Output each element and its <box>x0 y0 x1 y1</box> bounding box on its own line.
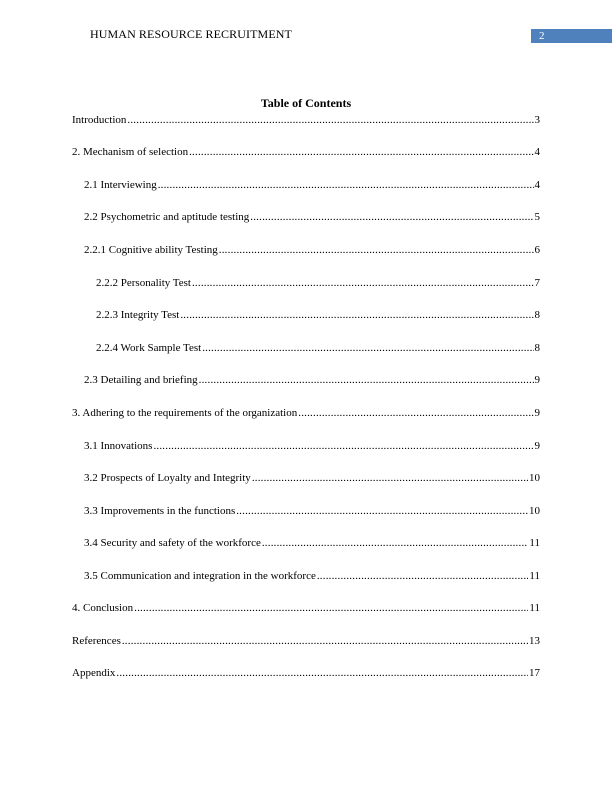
toc-entry-page: 7 <box>534 277 540 289</box>
toc-dot-leader <box>127 113 533 127</box>
toc-entry[interactable] <box>84 210 540 224</box>
toc-heading: Table of Contents <box>260 96 352 110</box>
toc-entry-page: 11 <box>529 570 540 582</box>
toc-entry-page: 11 <box>529 537 540 549</box>
toc-entry-label: 2.2 Psychometric and aptitude testing <box>84 211 250 223</box>
toc-entry-page: 17 <box>529 667 540 679</box>
toc-entry-page: 11 <box>529 602 540 614</box>
toc-entry[interactable] <box>72 601 540 615</box>
toc-dot-leader <box>298 406 533 420</box>
toc-entry-label: 2.2.2 Personality Test <box>96 277 191 289</box>
toc-entry-label: 4. Conclusion <box>72 602 134 614</box>
toc-entry-label: 3. Adhering to the requirements of the organization <box>72 407 298 419</box>
toc-entry-page: 8 <box>534 342 540 354</box>
toc-entry-page: 9 <box>534 440 540 452</box>
toc-entry-label: 3.1 Innovations <box>84 440 153 452</box>
toc-entry-label: 2.2.4 Work Sample Test <box>96 342 202 354</box>
toc-entry-label: 3.3 Improvements in the functions <box>84 505 236 517</box>
toc-dot-leader <box>317 569 529 583</box>
toc-dot-leader <box>236 504 528 518</box>
toc-dot-leader <box>199 373 534 387</box>
toc-entry-page: 10 <box>529 505 540 517</box>
toc-entry-label: 3.5 Communication and integration in the workforce <box>84 570 316 582</box>
toc-dot-leader <box>219 243 534 257</box>
toc-entry-page: 8 <box>534 309 540 321</box>
toc-entry[interactable] <box>84 471 540 485</box>
toc-entry-label: 2.2.1 Cognitive ability Testing <box>84 244 218 256</box>
page-number-badge: 2 <box>531 29 612 43</box>
toc-entry-page: 4 <box>534 179 540 191</box>
toc-entry[interactable] <box>96 341 540 355</box>
toc-entry[interactable] <box>96 276 540 290</box>
toc-dot-leader <box>252 471 528 485</box>
toc-dot-leader <box>202 341 533 355</box>
toc-entry[interactable] <box>72 145 540 159</box>
toc-entry[interactable] <box>84 178 540 192</box>
toc-entry[interactable] <box>84 569 540 583</box>
toc-entry-label: Appendix <box>72 667 116 679</box>
toc-entry-page: 3 <box>534 114 540 126</box>
running-header-title: HUMAN RESOURCE RECRUITMENT <box>90 27 292 41</box>
toc-dot-leader <box>122 634 528 648</box>
toc-entry[interactable] <box>72 634 540 648</box>
toc-dot-leader <box>180 308 533 322</box>
toc-entry-label: 2.3 Detailing and briefing <box>84 374 198 386</box>
toc-entry-page: 9 <box>534 374 540 386</box>
toc-entry[interactable] <box>96 308 540 322</box>
toc-entry[interactable] <box>84 243 540 257</box>
toc-dot-leader <box>158 178 534 192</box>
toc-entry[interactable] <box>84 439 540 453</box>
toc-entry[interactable] <box>84 536 540 550</box>
toc-entry-page: 6 <box>534 244 540 256</box>
toc-dot-leader <box>153 439 533 453</box>
toc-entry-page: 10 <box>529 472 540 484</box>
toc-entry[interactable] <box>84 373 540 387</box>
toc-entry-label: 2. Mechanism of selection <box>72 146 189 158</box>
toc-dot-leader <box>189 145 533 159</box>
toc-dot-leader <box>262 536 529 550</box>
toc-dot-leader <box>116 666 528 680</box>
toc-entry-label: 2.1 Interviewing <box>84 179 157 191</box>
toc-entry-label: Introduction <box>72 114 127 126</box>
toc-entry[interactable] <box>72 666 540 680</box>
toc-entry-page: 5 <box>534 211 540 223</box>
toc-dot-leader <box>134 601 528 615</box>
toc-entry-label: 3.4 Security and safety of the workforce <box>84 537 261 549</box>
toc-entry-label: References <box>72 635 121 647</box>
toc-entry-label: 3.2 Prospects of Loyalty and Integrity <box>84 472 251 484</box>
toc-entry-page: 4 <box>534 146 540 158</box>
toc-dot-leader <box>250 210 533 224</box>
toc-entry-page: 13 <box>529 635 540 647</box>
toc-entry-page: 9 <box>534 407 540 419</box>
toc-entry[interactable] <box>72 113 540 127</box>
toc-dot-leader <box>192 276 534 290</box>
toc-entry[interactable] <box>72 406 540 420</box>
toc-entry-label: 2.2.3 Integrity Test <box>96 309 180 321</box>
toc-entry[interactable] <box>84 504 540 518</box>
